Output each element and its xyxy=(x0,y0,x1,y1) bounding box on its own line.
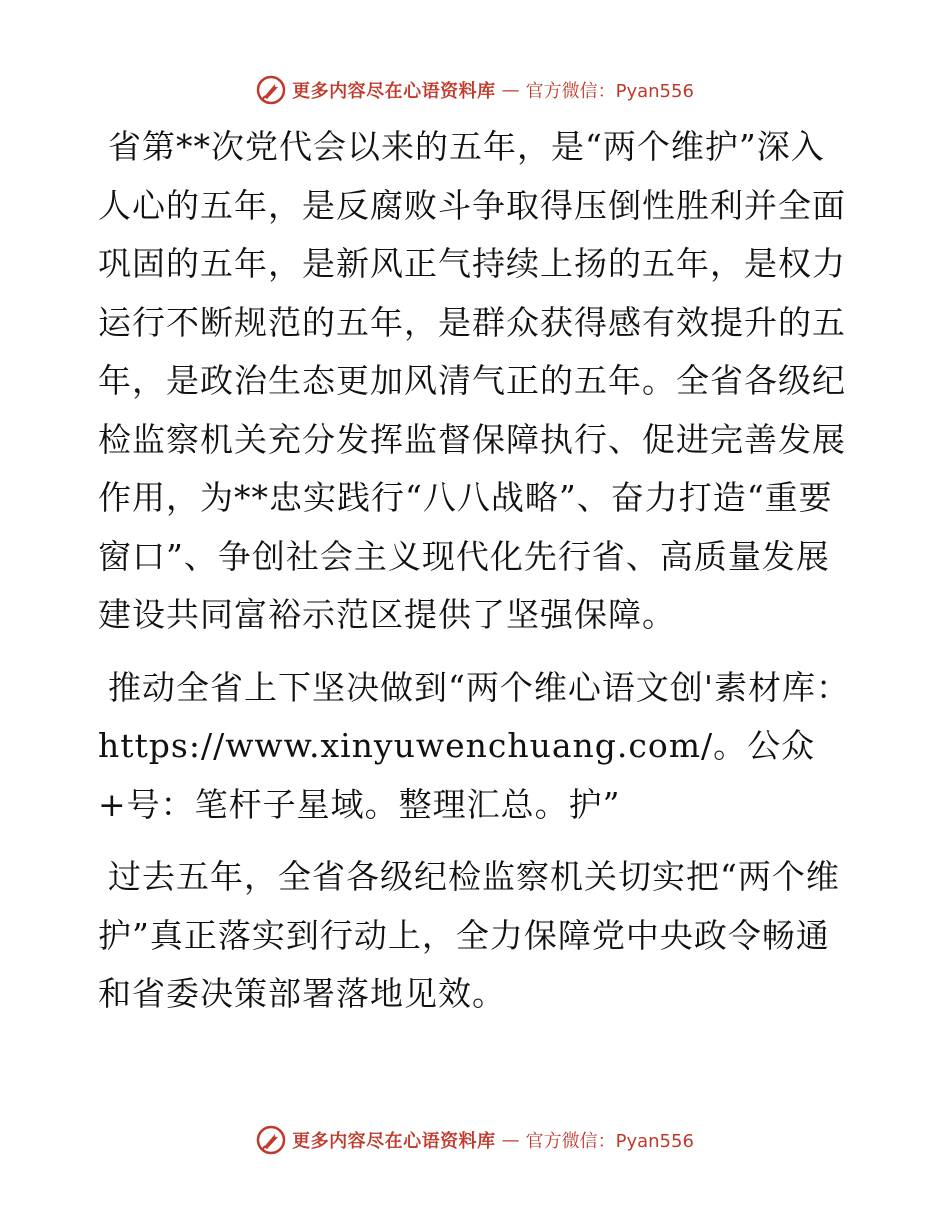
footer-banner-wechat: 官方微信：Pyan556 xyxy=(525,1131,694,1152)
paragraph-2: 推动全省上下坚决做到“两个维心语文创'素材库：https://www.xinyuwenchuang.com/。公众+号：笔杆子星域。整理汇总。护” xyxy=(98,667,850,824)
paragraph-1: 省第**次党代会以来的五年，是“两个维护”深入人心的五年，是反腐败斗争取得压倒性胜利并全面巩固的五年，是新风正气持续上扬的五年，是权力运行不断规范的五年，是群众获得感有效提升的五年，是政治生态更加风清气正的五年。全省各级纪检监察机关充分发挥监督保障执行、促进完善发展作用，为**忠实践行“八八战略”、奋力打造“重要窗口”、争创社会主义现代化先行省、高质量发展建设共同富裕示范区提供了坚强保障。 xyxy=(98,127,846,634)
header-banner-separator: — xyxy=(501,79,520,101)
footer-banner-separator: — xyxy=(501,1129,520,1151)
header-banner-wechat: 官方微信：Pyan556 xyxy=(525,81,694,102)
paragraph-3: 过去五年，全省各级纪检监察机关切实把“两个维护”真正落实到行动上，全力保障党中央政令畅通和省委决策部署落地见效。 xyxy=(98,857,840,1013)
footer-banner xyxy=(0,1120,950,1160)
footer-banner-title: 更多内容尽在心语资料库 xyxy=(292,1131,496,1152)
pen-nib-logo-icon xyxy=(256,1125,286,1155)
header-banner xyxy=(0,70,950,110)
document-body xyxy=(98,118,858,1038)
pen-nib-logo-icon xyxy=(256,75,286,105)
header-banner-title: 更多内容尽在心语资料库 xyxy=(292,81,496,102)
